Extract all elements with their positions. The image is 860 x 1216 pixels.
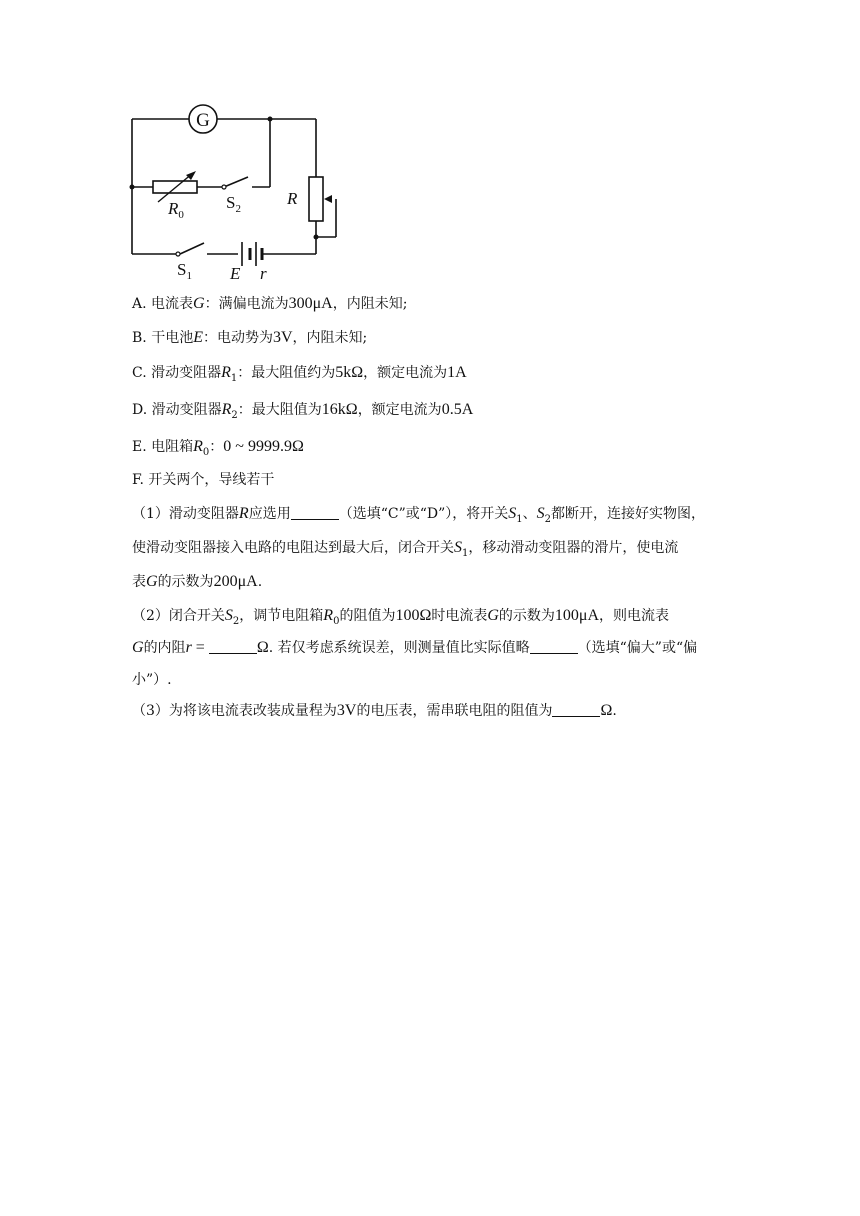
switch2-label: $S_2$ xyxy=(226,193,241,215)
question-2-line-3: 小”）. xyxy=(132,672,172,688)
question-1-line-1: （1）滑动变阻器R应选用 （选填“C”或“D”），将开关$S_1$、$S_2$都断开，连接好实物图， xyxy=(132,505,706,525)
question-1-line-3: 表G的示数为200μA. xyxy=(132,573,263,590)
switch1-label: $S_1$ xyxy=(177,260,192,282)
galvanometer-label: G xyxy=(196,110,210,131)
answer-blank-4 xyxy=(552,702,600,717)
answer-blank-2 xyxy=(209,639,257,654)
rheostat-symbol xyxy=(309,177,323,221)
internal-resistance-label: r xyxy=(260,264,267,283)
resistance-box-symbol xyxy=(153,181,197,193)
answer-blank-1 xyxy=(291,505,339,520)
option-a: A. 电流表G：满偏电流为300μA，内阻未知; xyxy=(132,295,408,312)
question-2-line-2: G的内阻r = Ω. 若仅考虑系统误差，则测量值比实际值略 （选填“偏大”或“偏 xyxy=(132,639,698,656)
circuit-diagram xyxy=(120,100,360,285)
option-f: F. 开关两个，导线若干 xyxy=(132,472,275,488)
question-3: （3）为将该电流表改装成量程为3V的电压表，需串联电阻的阻值为 Ω. xyxy=(132,702,617,719)
rheostat-label: R xyxy=(287,189,298,208)
option-e: E. 电阻箱$R_0$：0 ~ 9999.9Ω xyxy=(132,438,304,458)
option-d: D. 滑动变阻器$R_2$：最大阻值为16kΩ，额定电流为0.5A xyxy=(132,401,474,421)
emf-label: E xyxy=(230,264,241,283)
resistance-box-label: $R_0$ xyxy=(168,199,184,221)
question-1-line-2: 使滑动变阻器接入电路的电阻达到最大后，闭合开关$S_1$，移动滑动变阻器的滑片，使电流 xyxy=(132,539,679,559)
option-b: B. 干电池E：电动势为3V，内阻未知; xyxy=(132,329,368,346)
question-2-line-1: （2）闭合开关$S_2$，调节电阻箱$R_0$的阻值为100Ω时电流表G的示数为100μA，则电流表 xyxy=(132,607,670,627)
option-c: C. 滑动变阻器$R_1$：最大阻值约为5kΩ，额定电流为1A xyxy=(132,364,467,384)
answer-blank-3 xyxy=(530,639,578,654)
